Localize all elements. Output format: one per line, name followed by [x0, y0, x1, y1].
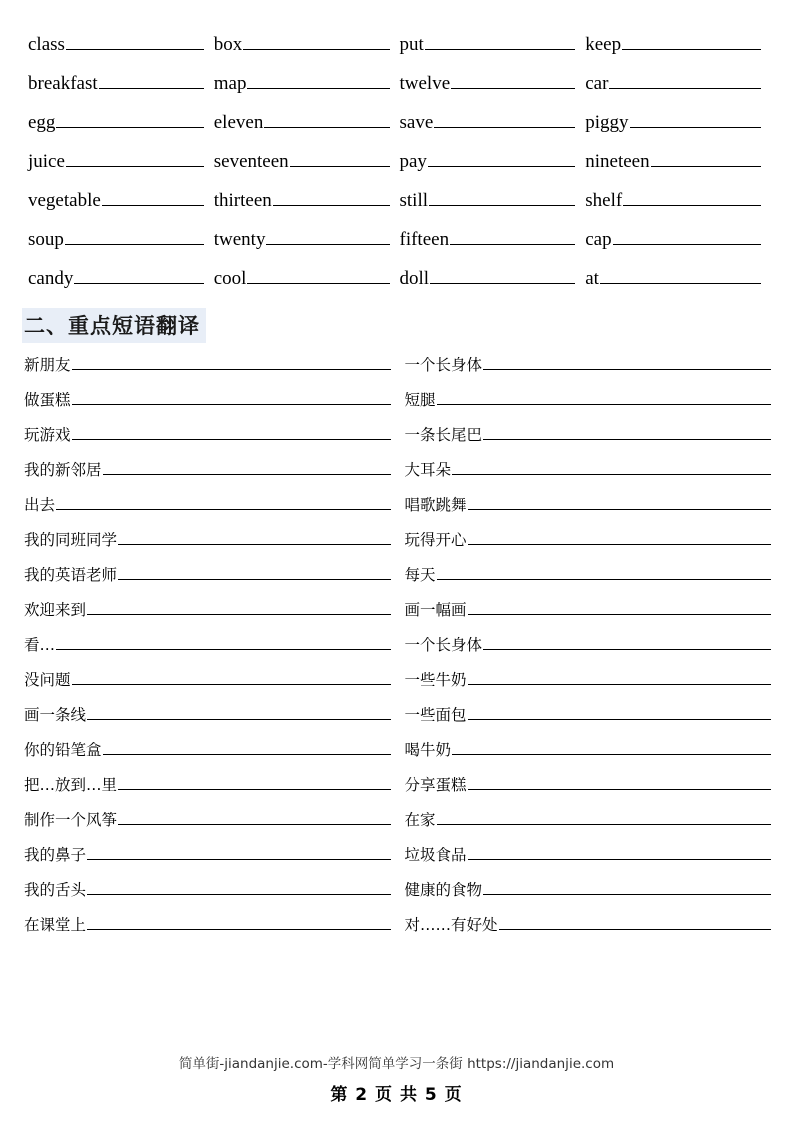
- phrase-label: 看…: [24, 636, 56, 654]
- word-blank-item: [28, 227, 214, 253]
- word-blank-item: [585, 149, 771, 175]
- word-blank-item: [28, 266, 214, 292]
- write-in-blank[interactable]: [56, 110, 203, 128]
- write-in-blank[interactable]: [468, 493, 771, 510]
- phrase-label: 一个长身体: [404, 636, 483, 654]
- phrase-blank-item: [24, 598, 391, 622]
- word-blank-item: [214, 71, 400, 97]
- phrase-blank-item: [24, 703, 391, 727]
- write-in-blank[interactable]: [72, 668, 391, 685]
- write-in-blank[interactable]: [483, 878, 771, 895]
- word-blank-item: [585, 71, 771, 97]
- phrase-label: 没问题: [24, 671, 71, 689]
- write-in-blank[interactable]: [468, 668, 771, 685]
- phrase-label: 我的新邻居: [24, 461, 102, 479]
- write-in-blank[interactable]: [118, 563, 390, 580]
- phrase-blank-item: [24, 353, 391, 377]
- write-in-blank[interactable]: [468, 528, 771, 545]
- write-in-blank[interactable]: [483, 353, 771, 370]
- write-in-blank[interactable]: [499, 913, 771, 930]
- write-in-blank[interactable]: [247, 266, 389, 284]
- word-blank-item: [585, 110, 771, 136]
- word-blank-item: [214, 110, 400, 136]
- write-in-blank[interactable]: [609, 71, 761, 89]
- phrase-label: 短腿: [404, 391, 436, 409]
- phrase-blank-item: [24, 493, 391, 517]
- word-blank-item: [28, 71, 214, 97]
- word-label: twelve: [399, 73, 451, 94]
- word-blank-item: [400, 149, 586, 175]
- word-label: box: [213, 34, 243, 55]
- phrase-blank-item: [24, 668, 391, 692]
- word-label: keep: [585, 34, 622, 55]
- phrase-label: 欢迎来到: [24, 601, 87, 619]
- phrase-label: 画一条线: [24, 706, 87, 724]
- word-label: class: [28, 34, 65, 55]
- word-label: vegetable: [28, 190, 101, 211]
- phrase-label: 喝牛奶: [404, 741, 452, 759]
- word-blank-item: [214, 266, 400, 292]
- word-label: at: [585, 268, 599, 289]
- write-in-blank[interactable]: [428, 149, 575, 167]
- write-in-blank[interactable]: [622, 32, 761, 50]
- phrase-blank-item: [24, 528, 391, 552]
- phrase-label: 制作一个风筝: [24, 811, 118, 829]
- word-blank-item: [585, 32, 771, 58]
- phrase-blank-item: [405, 493, 772, 517]
- phrase-blank-item: [405, 703, 772, 727]
- phrase-label: 在家: [404, 811, 436, 829]
- phrase-label: 对……有好处: [404, 916, 498, 934]
- write-in-blank[interactable]: [425, 32, 575, 50]
- phrase-label: 我的同班同学: [24, 531, 118, 549]
- word-blank-item: [585, 188, 771, 214]
- phrase-blank-item: [405, 773, 772, 797]
- phrase-blank-item: [24, 878, 391, 902]
- word-blank-item: [214, 149, 400, 175]
- phrase-label: 在课堂上: [24, 916, 87, 934]
- word-label: nineteen: [585, 151, 650, 172]
- word-blank-item: [28, 32, 214, 58]
- write-in-blank[interactable]: [437, 388, 771, 405]
- word-label: still: [399, 190, 429, 211]
- word-blank-item: [400, 110, 586, 136]
- word-blank-item: [400, 266, 586, 292]
- write-in-blank[interactable]: [56, 633, 390, 650]
- phrase-label: 大耳朵: [404, 461, 452, 479]
- write-in-blank[interactable]: [118, 808, 390, 825]
- write-in-blank[interactable]: [452, 738, 771, 755]
- word-label: shelf: [585, 190, 623, 211]
- write-in-blank[interactable]: [452, 458, 771, 475]
- section-heading-phrase-translation: 二、重点短语翻译: [22, 308, 206, 343]
- watermark-text: 简单街-jiandanjie.com-学科网简单学习一条街 https://jiandanjie.com: [178, 1056, 615, 1072]
- phrase-blank-item: [405, 878, 772, 902]
- write-in-blank[interactable]: [437, 808, 771, 825]
- phrase-label: 分享蛋糕: [404, 776, 467, 794]
- write-in-blank[interactable]: [99, 71, 204, 89]
- phrase-blank-item: [24, 738, 391, 762]
- phrase-blank-item: [405, 668, 772, 692]
- write-in-blank[interactable]: [66, 32, 204, 50]
- write-in-blank[interactable]: [613, 227, 761, 245]
- word-label: breakfast: [28, 73, 98, 94]
- word-label: doll: [399, 268, 430, 289]
- word-label: twenty: [213, 229, 266, 250]
- write-in-blank[interactable]: [651, 149, 761, 167]
- write-in-blank[interactable]: [290, 149, 390, 167]
- phrase-blank-item: [24, 423, 391, 447]
- word-blank-item: [214, 32, 400, 58]
- phrase-blank-item: [405, 388, 772, 412]
- word-blank-item: [214, 227, 400, 253]
- word-label: cool: [213, 268, 247, 289]
- word-blank-item: [400, 188, 586, 214]
- phrase-blank-item: [24, 913, 391, 937]
- write-in-blank[interactable]: [56, 493, 390, 510]
- write-in-blank[interactable]: [243, 32, 389, 50]
- word-label: thirteen: [213, 190, 272, 211]
- phrase-label: 每天: [404, 566, 436, 584]
- phrase-label: 我的舌头: [24, 881, 87, 899]
- word-label: map: [213, 73, 247, 94]
- phrase-blank-item: [24, 388, 391, 412]
- write-in-blank[interactable]: [630, 110, 761, 128]
- phrase-blank-item: [405, 913, 772, 937]
- word-label: piggy: [585, 112, 629, 133]
- write-in-blank[interactable]: [118, 773, 390, 790]
- word-label: soup: [28, 229, 64, 250]
- write-in-blank[interactable]: [434, 110, 575, 128]
- write-in-blank[interactable]: [74, 266, 203, 284]
- phrase-blank-item: [24, 843, 391, 867]
- word-label: pay: [399, 151, 427, 172]
- write-in-blank[interactable]: [72, 353, 391, 370]
- write-in-blank[interactable]: [429, 188, 575, 206]
- phrase-label: 一条长尾巴: [404, 426, 483, 444]
- phrase-label: 一些牛奶: [404, 671, 467, 689]
- word-label: fifteen: [399, 229, 450, 250]
- write-in-blank[interactable]: [247, 71, 389, 89]
- word-label: seventeen: [213, 151, 289, 172]
- word-label: cap: [585, 229, 612, 250]
- write-in-blank[interactable]: [87, 843, 390, 860]
- phrase-blank-item: [24, 808, 391, 832]
- page-footer: [0, 1052, 793, 1121]
- write-in-blank[interactable]: [87, 878, 390, 895]
- word-label: juice: [28, 151, 65, 172]
- phrase-blank-item: [405, 528, 772, 552]
- word-blank-grid: [22, 32, 771, 292]
- phrase-blank-item: [405, 563, 772, 587]
- phrase-label: 一些面包: [404, 706, 467, 724]
- write-in-blank[interactable]: [600, 266, 761, 284]
- phrase-label: 玩得开心: [404, 531, 467, 549]
- word-blank-item: [214, 188, 400, 214]
- phrase-label: 做蛋糕: [24, 391, 71, 409]
- phrase-label: 我的英语老师: [24, 566, 118, 584]
- write-in-blank[interactable]: [468, 773, 771, 790]
- write-in-blank[interactable]: [118, 528, 390, 545]
- write-in-blank[interactable]: [437, 563, 771, 580]
- word-blank-item: [28, 110, 214, 136]
- word-blank-item: [400, 32, 586, 58]
- write-in-blank[interactable]: [103, 458, 391, 475]
- phrase-blank-item: [405, 808, 772, 832]
- write-in-blank[interactable]: [87, 598, 390, 615]
- phrase-label: 一个长身体: [404, 356, 483, 374]
- word-label: save: [399, 112, 434, 133]
- phrase-label: 健康的食物: [404, 881, 483, 899]
- phrase-blank-item: [24, 563, 391, 587]
- word-label: put: [399, 34, 424, 55]
- phrase-label: 唱歌跳舞: [404, 496, 467, 514]
- write-in-blank[interactable]: [450, 227, 575, 245]
- phrase-label: 我的鼻子: [24, 846, 87, 864]
- word-blank-item: [585, 266, 771, 292]
- page-number: 第 2 页 共 5 页: [330, 1085, 463, 1105]
- phrase-label: 玩游戏: [24, 426, 71, 444]
- word-blank-item: [28, 188, 214, 214]
- write-in-blank[interactable]: [468, 703, 771, 720]
- phrase-label: 新朋友: [24, 356, 71, 374]
- write-in-blank[interactable]: [103, 738, 391, 755]
- write-in-blank[interactable]: [65, 227, 204, 245]
- write-in-blank[interactable]: [72, 388, 391, 405]
- write-in-blank[interactable]: [623, 188, 761, 206]
- word-label: eleven: [213, 112, 264, 133]
- phrase-blank-item: [405, 843, 772, 867]
- write-in-blank[interactable]: [273, 188, 390, 206]
- phrase-blank-item: [24, 633, 391, 657]
- write-in-blank[interactable]: [430, 266, 575, 284]
- write-in-blank[interactable]: [87, 913, 390, 930]
- phrase-label: 你的铅笔盒: [24, 741, 102, 759]
- phrase-label: 出去: [24, 496, 56, 514]
- write-in-blank[interactable]: [87, 703, 390, 720]
- word-blank-item: [400, 71, 586, 97]
- write-in-blank[interactable]: [102, 188, 204, 206]
- phrase-blank-item: [405, 633, 772, 657]
- word-label: candy: [28, 268, 74, 289]
- word-blank-item: [28, 149, 214, 175]
- phrase-blank-item: [405, 738, 772, 762]
- write-in-blank[interactable]: [264, 110, 389, 128]
- word-blank-item: [585, 227, 771, 253]
- phrase-blank-item: [405, 458, 772, 482]
- write-in-blank[interactable]: [451, 71, 575, 89]
- write-in-blank[interactable]: [483, 633, 771, 650]
- phrase-translation-grid: [22, 353, 771, 937]
- phrase-blank-item: [405, 598, 772, 622]
- write-in-blank[interactable]: [483, 423, 771, 440]
- phrase-blank-item: [24, 773, 391, 797]
- phrase-label: 画一幅画: [404, 601, 467, 619]
- phrase-label: 垃圾食品: [404, 846, 467, 864]
- phrase-blank-item: [24, 458, 391, 482]
- write-in-blank[interactable]: [468, 598, 771, 615]
- write-in-blank[interactable]: [66, 149, 204, 167]
- phrase-blank-item: [405, 423, 772, 447]
- word-blank-item: [400, 227, 586, 253]
- word-label: car: [585, 73, 609, 94]
- write-in-blank[interactable]: [266, 227, 389, 245]
- phrase-blank-item: [405, 353, 772, 377]
- write-in-blank[interactable]: [72, 423, 391, 440]
- word-label: egg: [28, 112, 56, 133]
- phrase-label: 把…放到…里: [24, 776, 118, 794]
- write-in-blank[interactable]: [468, 843, 771, 860]
